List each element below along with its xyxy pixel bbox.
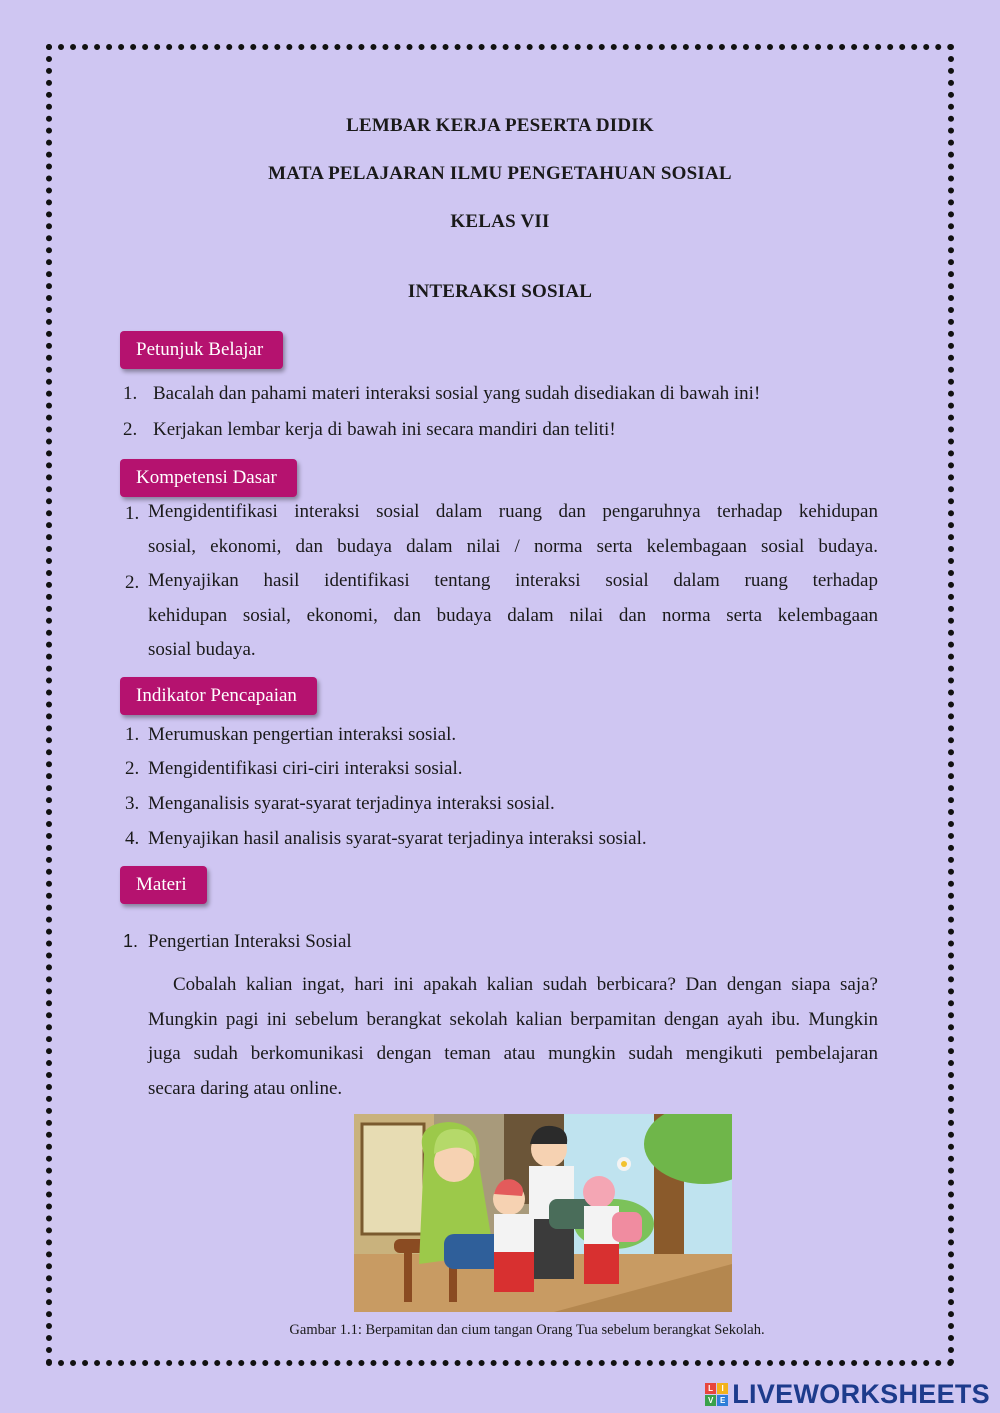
kompetensi-num-2: 2. [125, 572, 140, 593]
indikator-item-3: Menganalisis syarat-syarat terjadinya interaksi sosial. [148, 793, 555, 814]
kompetensi-item-2 [148, 564, 878, 668]
kompetensi-1-line-2: sosial, ekonomi, dan budaya dalam nilai / norma serta kelembagaan sosial budaya. [148, 535, 878, 557]
indikator-item-4: Menyajikan hasil analisis syarat-syarat terjadinya interaksi sosial. [148, 828, 647, 849]
petunjuk-badge: Petunjuk Belajar [120, 331, 283, 369]
header-line-3: KELAS VII [450, 211, 550, 232]
materi-line-1: Cobalah kalian ingat, hari ini apakah kalian sudah berbicara? Dan dengan siapa saja? [173, 974, 878, 995]
materi-badge: Materi [120, 866, 207, 904]
logo-letter-l: L [705, 1383, 716, 1394]
kompetensi-badge: Kompetensi Dasar [120, 459, 297, 497]
petunjuk-item-1: Bacalah dan pahami materi interaksi sosial yang sudah disediakan di bawah ini! [153, 383, 761, 404]
logo-letter-i: I [717, 1383, 728, 1394]
liveworksheets-logo-icon [705, 1383, 728, 1406]
indikator-num-2: 2. [125, 758, 140, 779]
kompetensi-1-line-1: Mengidentifikasi interaksi sosial dalam ruang dan pengaruhnya terhadap kehidupan [148, 501, 878, 522]
logo-letter-e: E [717, 1395, 728, 1406]
materi-line-2: Mungkin pagi ini sebelum berangkat sekolah kalian berpamitan dengan ayah ibu. Mungkin [148, 1008, 878, 1030]
indikator-num-3: 3. [125, 793, 140, 814]
materi-section-num: 1. [123, 931, 139, 951]
header-line-1: LEMBAR KERJA PESERTA DIDIK [346, 115, 654, 136]
figure-caption: Gambar 1.1: Berpamitan dan cium tangan Orang Tua sebelum berangkat Sekolah. [289, 1322, 765, 1338]
petunjuk-item-2: Kerjakan lembar kerja di bawah ini secara mandiri dan teliti! [153, 419, 616, 440]
indikator-item-1: Merumuskan pengertian interaksi sosial. [148, 724, 457, 745]
kompetensi-2-line-2: kehidupan sosial, ekonomi, dan budaya dalam nilai dan norma serta kelembagaan [148, 604, 878, 626]
logo-letter-v: V [705, 1395, 716, 1406]
illustration-family-farewell [354, 1114, 732, 1312]
materi-paragraph [148, 968, 878, 1106]
materi-line-4: secara daring atau online. [148, 1077, 343, 1099]
liveworksheets-brand [705, 1378, 990, 1410]
petunjuk-num-2: 2. [123, 419, 138, 440]
materi-line-3: juga sudah berkomunikasi dengan teman atau mungkin sudah mengikuti pembelajaran [148, 1043, 878, 1064]
indikator-num-4: 4. [125, 828, 140, 849]
header-line-2: MATA PELAJARAN ILMU PENGETAHUAN SOSIAL [268, 163, 732, 184]
indikator-badge: Indikator Pencapaian [120, 677, 317, 715]
indikator-item-2: Mengidentifikasi ciri-ciri interaksi sosial. [148, 758, 463, 779]
petunjuk-num-1: 1. [123, 383, 138, 404]
indikator-num-1: 1. [125, 724, 140, 745]
illustration-svg [354, 1114, 732, 1312]
materi-section-title: Pengertian Interaksi Sosial [148, 931, 352, 952]
kompetensi-2-line-1: Menyajikan hasil identifikasi tentang interaksi sosial dalam ruang terhadap [148, 570, 878, 591]
kompetensi-2-line-3: sosial budaya. [148, 639, 256, 660]
topic-title: INTERAKSI SOSIAL [407, 281, 593, 302]
liveworksheets-wordmark: LIVEWORKSHEETS [732, 1378, 990, 1409]
kompetensi-num-1: 1. [125, 503, 140, 524]
kompetensi-item-1 [148, 495, 878, 564]
